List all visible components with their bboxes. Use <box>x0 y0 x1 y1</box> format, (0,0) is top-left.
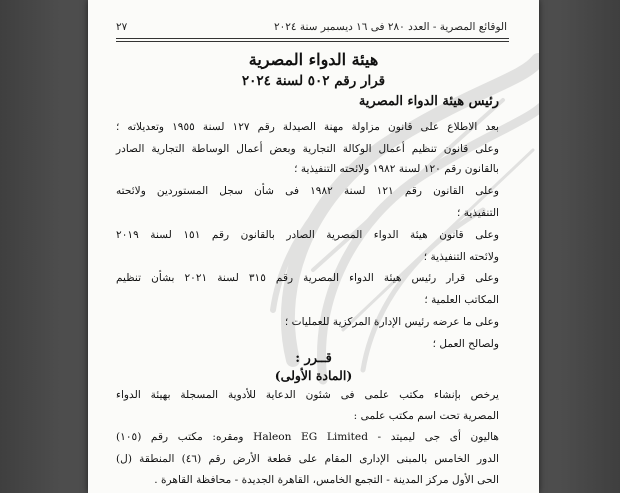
text-line: يرخص بإنشاء مكتب علمى فى شئون الدعاية للأدوية المسجلة بهيئة الدواء <box>116 389 499 401</box>
document-content <box>88 0 539 493</box>
text-line: ولصالح العمل ؛ <box>432 338 499 350</box>
running-header <box>116 21 507 35</box>
decree-title: قرار رقم ٥٠٢ لسنة ٢٠٢٤ <box>241 73 386 89</box>
text-line: بعد الاطلاع على قانون مزاولة مهنة الصيدلة رقم ١٢٧ لسنة ١٩٥٥ وتعديلاته ؛ <box>116 121 499 133</box>
text-line: وعلى القانون رقم ١٢١ لسنة ١٩٨٢ فى شأن سجل المستوردين ولائحته <box>116 185 499 197</box>
text-line: بالقانون رقم ١٢٠ لسنة ١٩٨٢ ولائحته التنفيذية ؛ <box>294 163 499 175</box>
document-title: هيئة الدواء المصرية <box>248 50 379 69</box>
text-line: هاليون أى جى ليميتد - Haleon EG Limited ومقره: مكتب رقم (١٠٥) <box>116 431 499 443</box>
text-line: المصرية تحت اسم مكتب علمى : <box>353 410 499 422</box>
text-line: ولائحته التنفيذية ؛ <box>423 251 499 263</box>
text-line: الحى الأول مركز المدينة - التجمع الخامس، القاهرة الجديدة - محافظة القاهرة . <box>154 474 499 486</box>
article-heading: (المادة الأولى) <box>274 368 353 383</box>
text-line: المكاتب العلمية ؛ <box>424 294 499 306</box>
header-rule <box>116 38 509 42</box>
text-line: وعلى قرار رئيس هيئة الدواء المصرية رقم ٣١٥ لسنة ٢٠٢١ بشأن تنظيم <box>116 272 499 284</box>
decides-heading: قــرر : <box>295 351 332 366</box>
text-line: وعلى قانون هيئة الدواء المصرية الصادر بالقانون رقم ١٥١ لسنة ٢٠١٩ <box>116 229 499 241</box>
text-line: التنفيذية ؛ <box>456 207 499 219</box>
text-line: وعلى قانون تنظيم أعمال الوكالة التجارية وبعض أعمال الوساطة التجارية الصادر <box>116 143 499 155</box>
text-line: الدور الخامس بالمبنى الإدارى المقام على قطعة الأرض رقم (٤٦) المنطقة (ل) <box>116 453 499 465</box>
page-number: ٢٧ <box>116 21 128 33</box>
document-page[interactable] <box>88 0 539 493</box>
text-line: وعلى ما عرضه رئيس الإدارة المركزية للعمليات ؛ <box>284 316 499 328</box>
running-header-text: الوقائع المصرية - العدد ٢٨٠ فى ١٦ ديسمبر سنة ٢٠٢٤ <box>273 21 507 33</box>
issuer-heading: رئيس هيئة الدواء المصرية <box>358 94 499 109</box>
